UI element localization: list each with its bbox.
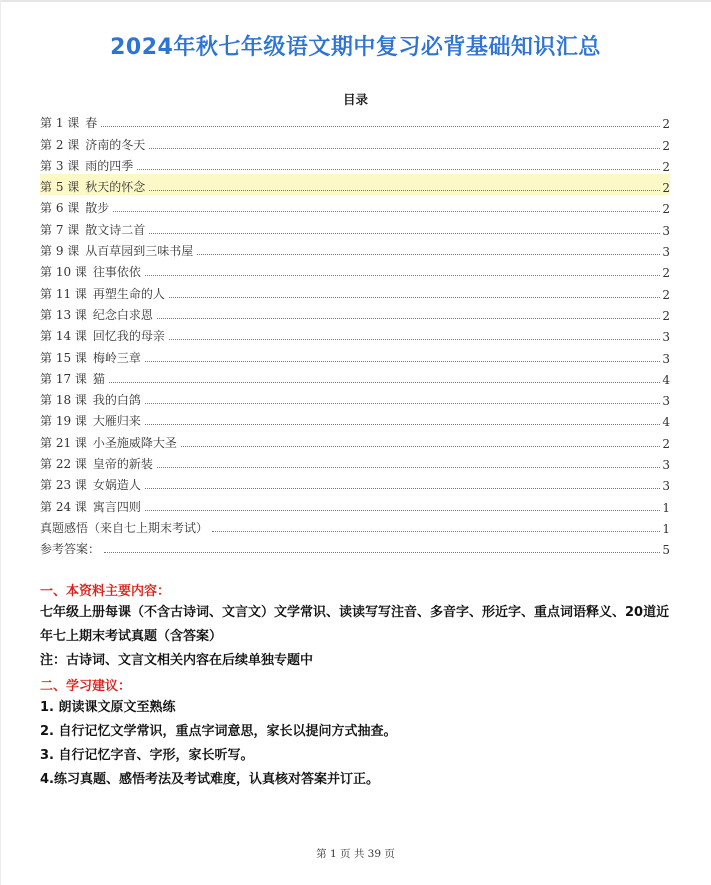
- toc-lesson-title: 雨的四季: [85, 158, 134, 173]
- toc-lesson-title: 往事依依: [92, 265, 141, 280]
- advice-item: 2. 自行记忆文学常识，重点字词意思，家长以提问方式抽查。: [40, 724, 397, 739]
- toc-lesson-number: 第 2 课: [40, 137, 80, 152]
- advice-item: 1. 朗读课文原文至熟练: [40, 700, 176, 715]
- toc-entry-label: [40, 199, 111, 216]
- toc-dot-leader: [137, 168, 660, 170]
- toc-lesson-title: 寓言四则: [92, 499, 141, 514]
- toc-dot-leader: [145, 487, 660, 489]
- toc-entry-label: [40, 157, 135, 174]
- advice-item: 4.练习真题、感悟考法及考试难度，认真核对答案并订正。: [40, 772, 379, 787]
- toc-lesson-number: 第 15 课: [40, 350, 87, 365]
- toc-entry-label: [40, 434, 179, 451]
- toc-page-number: 3: [662, 458, 670, 473]
- toc-entry-label: [40, 263, 143, 280]
- toc-lesson-title: 小圣施威降大圣: [92, 435, 177, 450]
- toc-entry[interactable]: [40, 408, 670, 429]
- toc-lesson-number: 第 21 课: [40, 435, 87, 450]
- toc-lesson-number: 第 7 课: [40, 222, 80, 237]
- toc-entry[interactable]: [40, 280, 670, 301]
- toc-dot-leader: [197, 253, 660, 255]
- toc-dot-leader: [157, 466, 660, 468]
- toc-lesson-number: 第 10 课: [40, 265, 87, 280]
- toc-dot-leader: [145, 423, 660, 425]
- toc-entry[interactable]: [40, 536, 670, 557]
- toc-lesson-number: 第 17 课: [40, 371, 87, 386]
- toc-lesson-title: 女娲造人: [92, 478, 141, 493]
- toc-entry-label: [40, 476, 143, 493]
- toc-lesson-title: 真题感悟（来自七上期末考试）: [40, 520, 209, 535]
- toc-entry[interactable]: [40, 366, 670, 387]
- section-heading-content: 一、本资料主要内容：: [40, 584, 171, 599]
- toc-entry-label: [40, 412, 143, 429]
- toc-lesson-number: 第 13 课: [40, 307, 87, 322]
- section-heading-advice: 二、学习建议：: [40, 679, 132, 694]
- toc-entry[interactable]: [40, 451, 670, 472]
- toc-dot-leader: [145, 509, 660, 511]
- toc-page-number: 3: [662, 479, 670, 494]
- toc-entry[interactable]: [40, 195, 670, 216]
- toc-lesson-title: 散步: [85, 201, 110, 216]
- toc-entry-label: [40, 370, 107, 387]
- toc-entry-label: [40, 498, 143, 515]
- toc-entry-label: [40, 114, 99, 131]
- toc-page-number: 3: [662, 351, 670, 366]
- toc-page-number: 2: [662, 308, 670, 323]
- toc-lesson-title: 从百草园到三味书屋: [85, 244, 194, 259]
- page-footer: 第 1 页 共 39 页: [316, 848, 395, 860]
- toc-entry-label: [40, 327, 167, 344]
- toc-page-number: 2: [662, 287, 670, 302]
- toc-lesson-number: 第 11 课: [40, 286, 87, 301]
- toc-entry[interactable]: [40, 493, 670, 514]
- toc-page-number: 2: [662, 117, 670, 132]
- toc-dot-leader: [101, 125, 660, 127]
- toc-dot-leader: [169, 338, 660, 340]
- toc-entry-label: [40, 519, 210, 536]
- toc-dot-leader: [169, 296, 660, 298]
- page-left-edge: [0, 0, 1, 885]
- toc-entry-label: [40, 391, 143, 408]
- toc-lesson-number: 第 19 课: [40, 414, 87, 429]
- toc-lesson-number: 第 3 课: [40, 158, 80, 173]
- toc-entry-label: [40, 285, 167, 302]
- toc-lesson-title: 春: [85, 116, 98, 131]
- toc-entry[interactable]: [40, 429, 670, 450]
- toc-entry[interactable]: [40, 515, 670, 536]
- toc-entry[interactable]: [40, 153, 670, 174]
- toc-lesson-title: 皇帝的新装: [92, 457, 153, 472]
- toc-dot-leader: [149, 232, 660, 234]
- toc-dot-leader: [149, 147, 660, 149]
- toc-entry-label: [40, 178, 147, 195]
- toc-dot-leader: [145, 402, 660, 404]
- toc-dot-leader: [113, 210, 660, 212]
- toc-lesson-title: 再塑生命的人: [92, 286, 165, 301]
- toc-dot-leader: [181, 445, 660, 447]
- toc-lesson-title: 参考答案：: [40, 542, 101, 557]
- content-description: 七年级上册每课（不含古诗词、文言文）文学常识、读读写写注音、多音字、形近字、重点词语释义、20道近年七上期末考试真题（含答案）: [40, 605, 670, 644]
- toc-entry-label: [40, 540, 102, 557]
- toc-page-number: 5: [662, 543, 670, 558]
- toc-lesson-number: 第 23 课: [40, 478, 87, 493]
- toc-lesson-title: 回忆我的母亲: [92, 329, 165, 344]
- toc-entry[interactable]: [40, 131, 670, 152]
- toc-page-number: 3: [662, 245, 670, 260]
- toc-entry-label: [40, 242, 195, 259]
- toc-page-number: 4: [662, 415, 670, 430]
- toc-lesson-title: 猫: [92, 371, 105, 386]
- toc-lesson-number: 第 1 课: [40, 116, 80, 131]
- toc-page-number: 2: [662, 266, 670, 281]
- toc-entry[interactable]: [40, 174, 670, 195]
- toc-page-number: 2: [662, 436, 670, 451]
- toc-lesson-number: 第 24 课: [40, 499, 87, 514]
- toc-lesson-title: 散文诗二首: [85, 222, 146, 237]
- toc-lesson-number: 第 6 课: [40, 201, 80, 216]
- toc-lesson-number: 第 14 课: [40, 329, 87, 344]
- toc-lesson-title: 梅岭三章: [92, 350, 141, 365]
- page-top-edge: [0, 0, 711, 2]
- toc-lesson-title: 纪念白求恩: [92, 307, 153, 322]
- toc-lesson-title: 我的白鸽: [92, 393, 141, 408]
- toc-dot-leader: [145, 360, 660, 362]
- toc-lesson-number: 第 18 课: [40, 393, 87, 408]
- toc-dot-leader: [149, 189, 660, 191]
- toc-dot-leader: [104, 551, 660, 553]
- toc-lesson-number: 第 9 课: [40, 244, 80, 259]
- toc-page-number: 3: [662, 394, 670, 409]
- toc-dot-leader: [212, 530, 660, 532]
- toc-entry[interactable]: [40, 344, 670, 365]
- toc-entry[interactable]: [40, 302, 670, 323]
- toc-entry-label: [40, 349, 143, 366]
- toc-dot-leader: [157, 317, 660, 319]
- toc-lesson-title: 济南的冬天: [85, 137, 146, 152]
- toc-entry-label: [40, 455, 155, 472]
- toc-lesson-number: 第 22 课: [40, 457, 87, 472]
- toc-entry-label: [40, 306, 155, 323]
- toc-heading: 目录: [342, 92, 368, 107]
- toc-lesson-number: 第 5 课: [40, 180, 80, 195]
- toc-page-number: 3: [662, 223, 670, 238]
- toc-page-number: 2: [662, 202, 670, 217]
- toc-entry[interactable]: [40, 259, 670, 280]
- advice-item: 3. 自行记忆字音、字形，家长听写。: [40, 748, 254, 763]
- toc-entry[interactable]: [40, 238, 670, 259]
- toc-page-number: 1: [662, 500, 670, 515]
- toc-entry[interactable]: [40, 216, 670, 237]
- toc-page-number: 3: [662, 330, 670, 345]
- toc-entry[interactable]: [40, 387, 670, 408]
- toc-entry[interactable]: [40, 110, 670, 131]
- document-title: 2024年秋七年级语文期中复习必背基础知识汇总: [110, 35, 601, 60]
- toc-page-number: 2: [662, 181, 670, 196]
- toc-lesson-title: 秋天的怀念: [85, 180, 146, 195]
- toc-page-number: 1: [662, 521, 670, 536]
- toc-entry-label: [40, 136, 147, 153]
- section-main-content: [40, 580, 680, 792]
- toc-page-number: 2: [662, 138, 670, 153]
- toc-entry-label: [40, 221, 147, 238]
- table-of-contents: [40, 110, 670, 557]
- toc-page-number: 4: [662, 372, 670, 387]
- content-note: 注：古诗词、文言文相关内容在后续单独专题中: [40, 653, 314, 668]
- toc-entry[interactable]: [40, 323, 670, 344]
- toc-dot-leader: [109, 381, 660, 383]
- advice-list: [40, 696, 680, 792]
- toc-page-number: 2: [662, 159, 670, 174]
- toc-lesson-title: 大雁归来: [92, 414, 141, 429]
- toc-dot-leader: [145, 274, 660, 276]
- toc-entry[interactable]: [40, 472, 670, 493]
